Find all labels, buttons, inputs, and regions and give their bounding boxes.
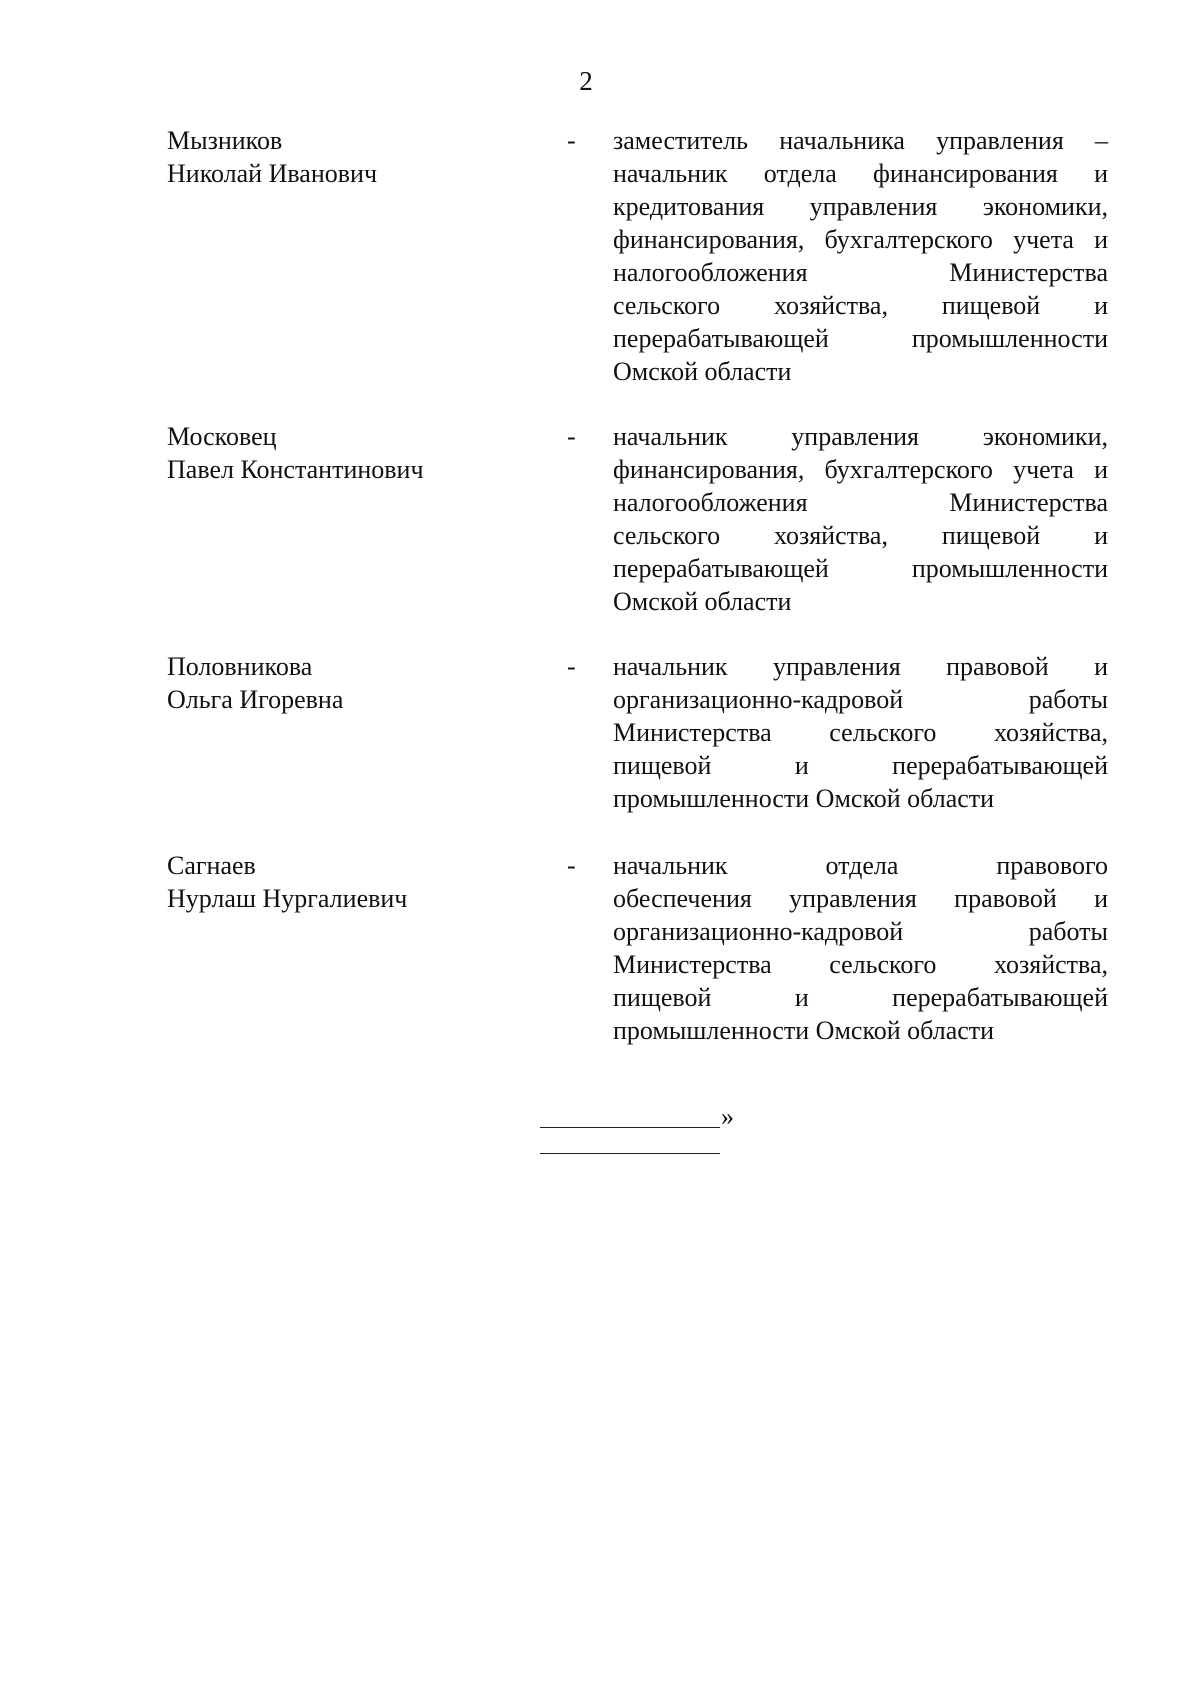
position-line: финансирования, бухгалтерского учета и: [613, 455, 1108, 484]
position-line: заместитель начальника управления –: [613, 126, 1108, 155]
dash-separator: -: [567, 126, 576, 155]
person-name: [167, 124, 527, 190]
closing-rule: [540, 1153, 720, 1154]
position-line: сельского хозяйства, пищевой и: [613, 521, 1108, 550]
position-line: перерабатывающей промышленности: [613, 554, 1108, 583]
position-line: пищевой и перерабатывающей: [613, 751, 1108, 780]
position-line: начальник отдела финансирования и: [613, 159, 1108, 188]
position-line: перерабатывающей промышленности: [613, 324, 1108, 353]
position-line: пищевой и перерабатывающей: [613, 983, 1108, 1012]
person-position: [613, 650, 1108, 815]
position-line: кредитования управления экономики,: [613, 192, 1108, 221]
position-line: финансирования, бухгалтерского учета и: [613, 225, 1108, 254]
person-surname: Половникова: [167, 652, 313, 681]
position-line: налогообложения Министерства: [613, 488, 1108, 517]
person-surname: Мызников: [167, 126, 283, 155]
position-line: промышленности Омской области: [613, 1016, 995, 1045]
person-given-names: Павел Константинович: [167, 455, 424, 484]
closing-rule: [540, 1127, 720, 1128]
position-line: налогообложения Министерства: [613, 258, 1108, 287]
person-surname: Московец: [167, 422, 277, 451]
position-line: Министерства сельского хозяйства,: [613, 950, 1108, 979]
person-surname: Сагнаев: [167, 851, 256, 880]
dash-separator: -: [567, 851, 576, 880]
position-line: организационно-кадровой работы: [613, 917, 1108, 946]
position-line: Омской области: [613, 357, 792, 386]
page-number: 2: [579, 66, 593, 96]
position-line: организационно-кадровой работы: [613, 685, 1108, 714]
position-line: начальник управления экономики,: [613, 422, 1108, 451]
position-line: Омской области: [613, 587, 792, 616]
dash-separator: -: [567, 652, 576, 681]
person-given-names: Нурлаш Нургалиевич: [167, 884, 408, 913]
person-given-names: Николай Иванович: [167, 159, 378, 188]
person-name: [167, 849, 527, 915]
closing-quote: »: [721, 1102, 734, 1131]
dash-separator: -: [567, 422, 576, 451]
person-position: [613, 420, 1108, 618]
person-name: [167, 420, 527, 486]
position-line: начальник управления правовой и: [613, 652, 1108, 681]
position-line: обеспечения управления правовой и: [613, 884, 1108, 913]
closing-mark: [540, 1100, 760, 1160]
person-position: [613, 849, 1108, 1047]
position-line: начальник отдела правового: [613, 851, 1108, 880]
person-given-names: Ольга Игоревна: [167, 685, 344, 714]
person-name: [167, 650, 527, 716]
position-line: сельского хозяйства, пищевой и: [613, 291, 1108, 320]
position-line: Министерства сельского хозяйства,: [613, 718, 1108, 747]
position-line: промышленности Омской области: [613, 784, 995, 813]
person-position: [613, 124, 1108, 388]
